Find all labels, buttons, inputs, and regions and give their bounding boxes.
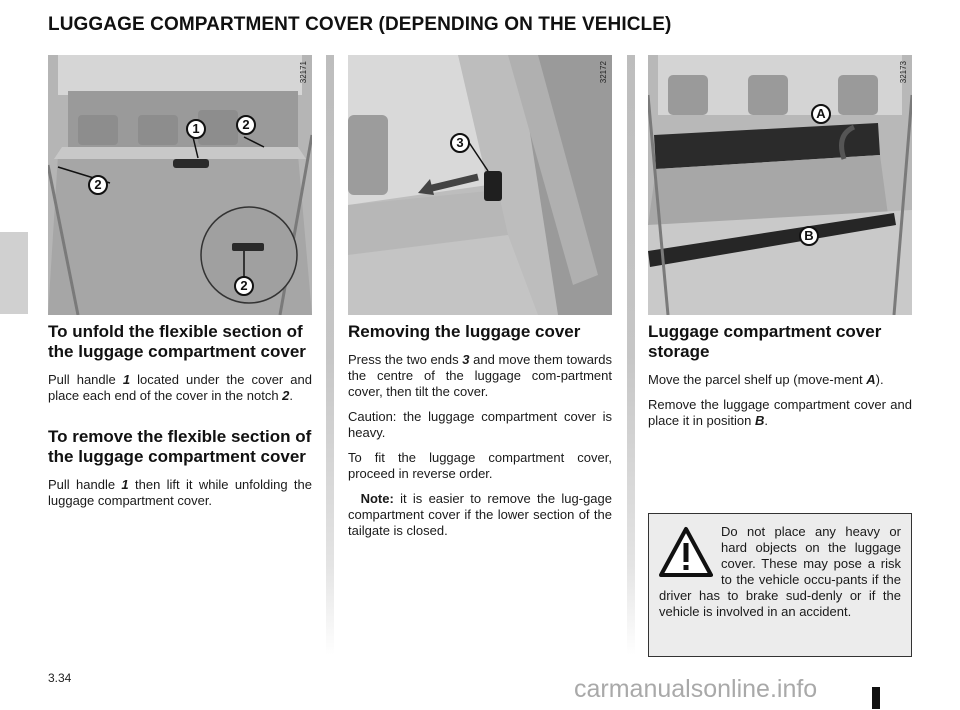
warning-text: Do not place any heavy or hard objects on the luggage cover. These may pose a risk to the vehicle occu-pants if the driver has to brake sud-denly or if the vehicle is involved in an accident. [659,524,901,619]
photo-remove-cover [348,55,612,315]
corner-mark [872,687,880,709]
warning-triangle-icon [659,526,713,578]
callout-b: B [799,226,819,246]
callout-2: 2 [234,276,254,296]
page-title: LUGGAGE COMPARTMENT COVER (DEPENDING ON THE VEHICLE) [48,14,672,35]
callout-2: 2 [88,175,108,195]
callout-1: 1 [186,119,206,139]
body-text: Move the parcel shelf up (move-ment A). [648,372,884,387]
section-tab [0,232,28,314]
body-text: Caution: the luggage compartment cover is heavy. [348,409,612,440]
callout-2: 2 [236,115,256,135]
column-storage [648,322,912,438]
section-heading: To unfold the flexible section of the luggage compartment cover [48,322,306,361]
body-text: Remove the luggage compartment cover and place it in position B. [648,397,912,428]
body-text: Press the two ends 3 and move them towards the centre of the luggage com-partment cover, then tilt the cover. [348,352,612,399]
section-heading: Removing the luggage cover [348,322,581,341]
photo-reference-number: 32171 [299,61,308,84]
warning-box [648,513,912,657]
body-text: Pull handle 1 then lift it while unfolding the luggage compartment cover. [48,477,312,508]
section-heading: To remove the flexible section of the luggage compartment cover [48,427,312,466]
callout-3: 3 [450,133,470,153]
column-divider [326,55,334,655]
body-text: Pull handle 1 located under the cover and place each end of the cover in the notch 2. [48,372,312,403]
page-number: 3.34 [48,671,72,685]
photo-reference-number: 32172 [599,61,608,84]
column-divider [627,55,635,655]
watermark: carmanualsonline.info [574,675,818,703]
callout-a: A [811,104,831,124]
body-text: To fit the luggage compartment cover, proceed in reverse order. [348,450,612,481]
column-unfold [48,322,312,518]
photo-cover-storage [648,55,912,315]
section-heading: Luggage compartment cover storage [648,322,882,361]
note-text: Note: it is easier to remove the lug-gage compartment cover if the lower section of the tailgate is closed. [348,491,613,538]
column-removing [348,322,612,548]
photo-reference-number: 32173 [899,61,908,84]
